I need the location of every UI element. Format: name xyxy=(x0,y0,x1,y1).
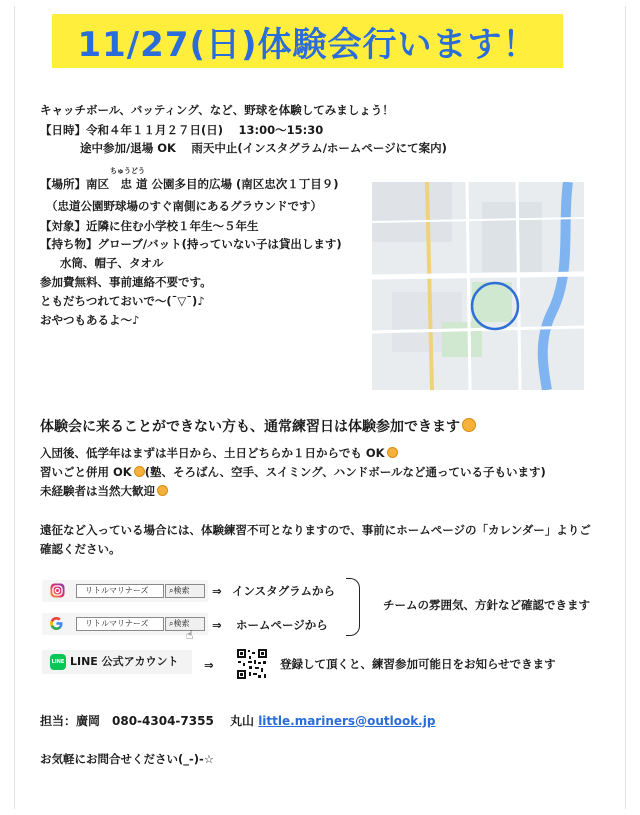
coin-icon xyxy=(387,447,398,458)
page-title: 11/27(日)体験会行います！ xyxy=(77,24,538,65)
instagram-arrow: ⇒ xyxy=(212,584,222,598)
homepage-label: ホームページから xyxy=(236,618,328,632)
hand-cursor-icon: ☝ xyxy=(186,628,194,642)
belongings-items: 水筒、帽子、タオル xyxy=(60,256,164,270)
coin-icon xyxy=(134,466,145,477)
coin-icon xyxy=(157,485,168,496)
datetime-note: 途中参加/退場 OK 雨天中止(インスタグラム/ホームページにて案内) xyxy=(80,141,447,155)
google-search-input[interactable]: リトルマリナーズ xyxy=(76,617,164,631)
datetime-line: 【日時】令和４年１１月２７日(日) 13:00～15:30 xyxy=(40,123,324,137)
title-banner xyxy=(52,14,563,68)
invite-line: ともだちつれておいで～(¯▽¯)♪ xyxy=(40,294,205,308)
fee-line: 参加費無料、事前連絡不要です。 xyxy=(40,275,212,289)
regular-line-2: 習いごと併用 OK (塾、そろばん、空手、スイミング、ハンドボールなど通っている子もいます) xyxy=(40,465,546,479)
notice-line-2: 確認ください。 xyxy=(40,542,121,556)
regular-heading: 体験会に来ることができない方も、通常練習日は体験参加できます xyxy=(40,416,476,436)
intro-text: キャッチボール、バッティング、など、野球を体験してみましょう！ xyxy=(40,103,394,117)
place-line: 【場所】南区 忠 道 公園多目的広場 (南区忠次１丁目９) xyxy=(40,177,339,191)
notice-line-1: 遠征など入っている場合には、体験練習不可となりますので、事前にホームページの「カレンダー」よりご xyxy=(40,523,591,537)
instagram-search-button[interactable]: ⌕検索 xyxy=(165,584,205,598)
homepage-arrow: ⇒ xyxy=(212,618,222,632)
line-arrow: ⇒ xyxy=(204,658,214,672)
location-map xyxy=(372,182,584,390)
regular-line-1: 入団後、低学年はまずは半日から、土日どちらか１日からでも OK xyxy=(40,446,398,460)
google-search-button[interactable]: ⌕検索 xyxy=(165,617,205,631)
place-ruby: ちゅうどう xyxy=(110,167,145,175)
snack-line: おやつもあるよ～♪ xyxy=(40,313,140,327)
instagram-icon xyxy=(50,583,65,598)
belongings-line: 【持ち物】グローブ/バット(持っていない子は貸出します) xyxy=(40,237,342,251)
coin-icon xyxy=(462,418,476,432)
regular-line-3: 未経験者は当然大歓迎 xyxy=(40,484,168,498)
google-icon xyxy=(49,616,64,631)
map-graphic xyxy=(372,182,584,390)
closing-text: お気軽にお問合せください(_-)-☆ xyxy=(40,752,215,766)
qr-code-icon xyxy=(236,648,268,680)
place-note: （忠道公園野球場のすぐ南側にあるグラウンドです） xyxy=(46,199,322,213)
email-link[interactable]: little.mariners@outlook.jp xyxy=(258,714,436,728)
contact-line: 担当：廣岡 080-4304-7355 丸山 little.mariners@outlook.jp xyxy=(40,714,436,728)
target-line: 【対象】近隣に住む小学校１年生～５年生 xyxy=(40,219,259,233)
line-icon: LINE xyxy=(50,654,66,670)
line-note: 登録して頂くと、練習参加可能日をお知らせできます xyxy=(280,657,556,671)
bracket-shape xyxy=(346,578,360,636)
instagram-label: インスタグラムから xyxy=(232,584,336,598)
line-account-label: LINE 公式アカウント xyxy=(70,655,179,668)
bracket-note: チームの雰囲気、方針など確認できます xyxy=(383,598,590,612)
instagram-search-input[interactable]: リトルマリナーズ xyxy=(76,584,164,598)
